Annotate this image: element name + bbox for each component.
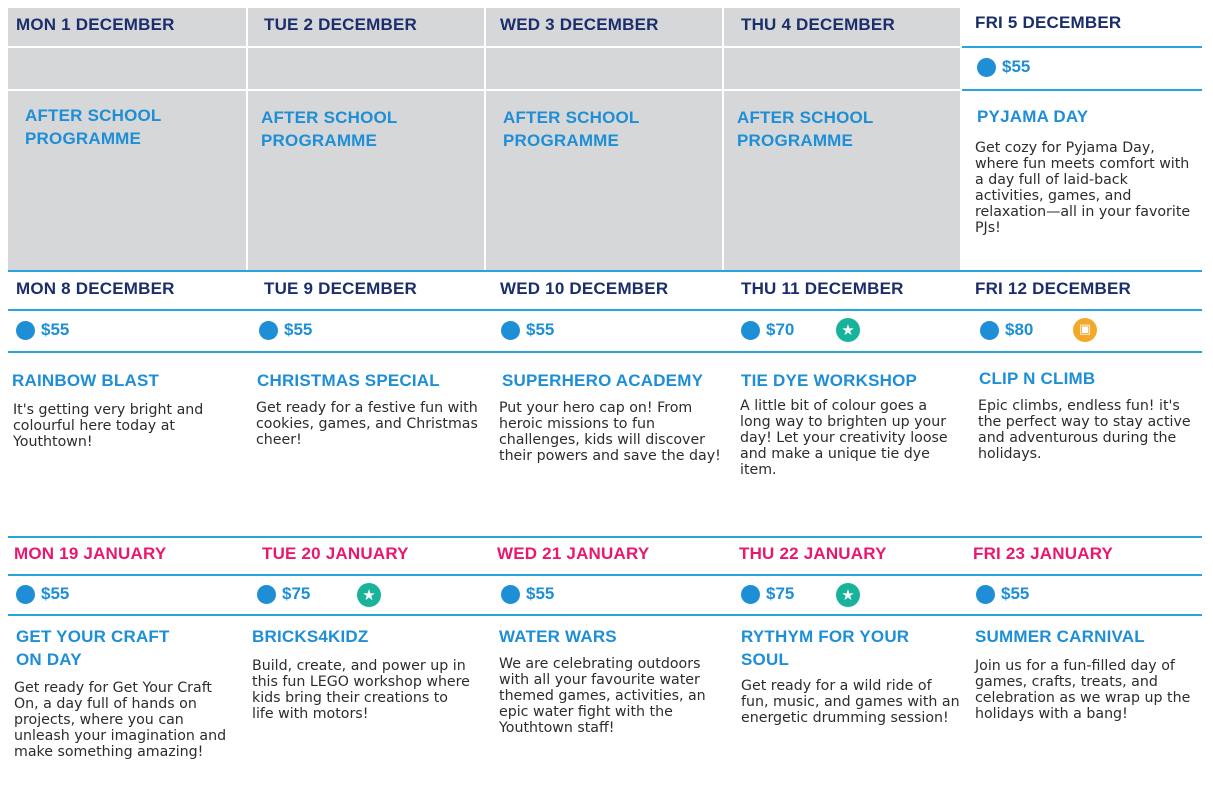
activity-description: Put your hero cap on! From heroic missions to fun challenges, kids will discover their powers and save the day!	[499, 400, 721, 464]
day-header: WED 3 DECEMBER	[500, 15, 659, 34]
price-dot-icon	[16, 585, 35, 604]
activity-description: Get ready for a festive fun with cookies, games, and Christmas cheer!	[256, 400, 478, 448]
activity-title: PYJAMA DAY	[977, 107, 1089, 126]
price-dot-icon	[501, 585, 520, 604]
day-header: FRI 23 JANUARY	[973, 544, 1114, 563]
row-divider	[8, 46, 960, 48]
price-dot-icon	[976, 585, 995, 604]
price-dot-icon	[980, 321, 999, 340]
day-header: TUE 20 JANUARY	[262, 544, 409, 563]
divider-line	[8, 270, 1202, 272]
day-header: TUE 9 DECEMBER	[264, 279, 417, 298]
activity-description: Get ready for a wild ride of fun, music, and games with an energetic drumming session!	[741, 678, 960, 726]
star-icon: ★	[357, 583, 381, 607]
price-tag: $55	[976, 584, 1029, 604]
divider-line	[8, 614, 1202, 616]
activity-description: Get cozy for Pyjama Day, where fun meets comfort with a day full of laid-back activities, games, and relaxation—all in your favorite PJs!	[975, 140, 1191, 236]
bus-icon: ▣	[1073, 318, 1097, 342]
activity-title: AFTER SCHOOL PROGRAMME	[25, 106, 162, 148]
activity-title: WATER WARS	[499, 627, 617, 646]
divider-line	[962, 46, 1202, 48]
activity-title: SUMMER CARNIVAL	[975, 627, 1145, 646]
price-tag: $80	[980, 320, 1033, 340]
activity-title: CHRISTMAS SPECIAL	[257, 371, 440, 390]
activity-title: AFTER SCHOOL PROGRAMME	[503, 108, 640, 150]
activity-title: AFTER SCHOOL PROGRAMME	[261, 108, 398, 150]
activity-title: GET YOUR CRAFT ON DAY	[16, 627, 170, 669]
price-tag: $55	[501, 320, 554, 340]
star-icon: ★	[836, 318, 860, 342]
divider-line	[8, 574, 1202, 576]
day-header: TUE 2 DECEMBER	[264, 15, 417, 34]
price-dot-icon	[16, 321, 35, 340]
activity-description: Join us for a fun-filled day of games, crafts, treats, and celebration as we wrap up the holidays with a bang!	[975, 658, 1191, 722]
price-dot-icon	[977, 58, 996, 77]
activity-description: It's getting very bright and colourful here today at Youthtown!	[13, 402, 204, 450]
price-tag: $55	[501, 584, 554, 604]
activity-description: Epic climbs, endless fun! it's the perfect way to stay active and adventurous during the holidays.	[978, 398, 1191, 462]
price-dot-icon	[741, 321, 760, 340]
activity-title: SUPERHERO ACADEMY	[502, 371, 704, 390]
price-tag: $55	[16, 320, 69, 340]
price-dot-icon	[259, 321, 278, 340]
day-header: WED 10 DECEMBER	[500, 279, 669, 298]
price-tag: $55	[259, 320, 312, 340]
day-header: WED 21 JANUARY	[497, 544, 650, 563]
row-divider	[8, 89, 960, 91]
activity-title: TIE DYE WORKSHOP	[741, 371, 918, 390]
price-tag: $75	[741, 584, 794, 604]
price-tag: $55	[977, 57, 1030, 77]
price-tag: $70	[741, 320, 794, 340]
price-dot-icon	[257, 585, 276, 604]
day-header: FRI 5 DECEMBER	[975, 13, 1122, 32]
divider-line	[8, 536, 1202, 538]
price-dot-icon	[741, 585, 760, 604]
day-header: MON 19 JANUARY	[14, 544, 167, 563]
activity-description: A little bit of colour goes a long way to brighten up your day! Let your creativity loose and make a unique tie dye item.	[740, 398, 948, 478]
day-header: MON 1 DECEMBER	[16, 15, 175, 34]
activity-description: Build, create, and power up in this fun LEGO workshop where kids bring their creations to life with motors!	[252, 658, 470, 722]
day-header: MON 8 DECEMBER	[16, 279, 175, 298]
divider-line	[8, 351, 1202, 353]
price-tag: $55	[16, 584, 69, 604]
activity-description: Get ready for Get Your Craft On, a day full of hands on projects, where you can unleash your imagination and make something amazing!	[14, 680, 227, 760]
star-icon: ★	[836, 583, 860, 607]
price-dot-icon	[501, 321, 520, 340]
activity-title: RAINBOW BLAST	[12, 371, 160, 390]
activity-title: CLIP N CLIMB	[979, 369, 1096, 388]
day-header: THU 4 DECEMBER	[741, 15, 895, 34]
activity-title: BRICKS4KIDZ	[252, 627, 369, 646]
activity-title: RYTHYM FOR YOUR SOUL	[741, 627, 910, 669]
day-header: THU 11 DECEMBER	[741, 279, 904, 298]
activity-description: We are celebrating outdoors with all your favourite water themed games, activities, an epic water fight with the Youthtown staff!	[499, 656, 706, 736]
divider-line	[8, 309, 1202, 311]
day-header: THU 22 JANUARY	[739, 544, 887, 563]
day-header: FRI 12 DECEMBER	[975, 279, 1132, 298]
price-tag: $75	[257, 584, 310, 604]
activity-title: AFTER SCHOOL PROGRAMME	[737, 108, 874, 150]
divider-line	[962, 89, 1202, 91]
